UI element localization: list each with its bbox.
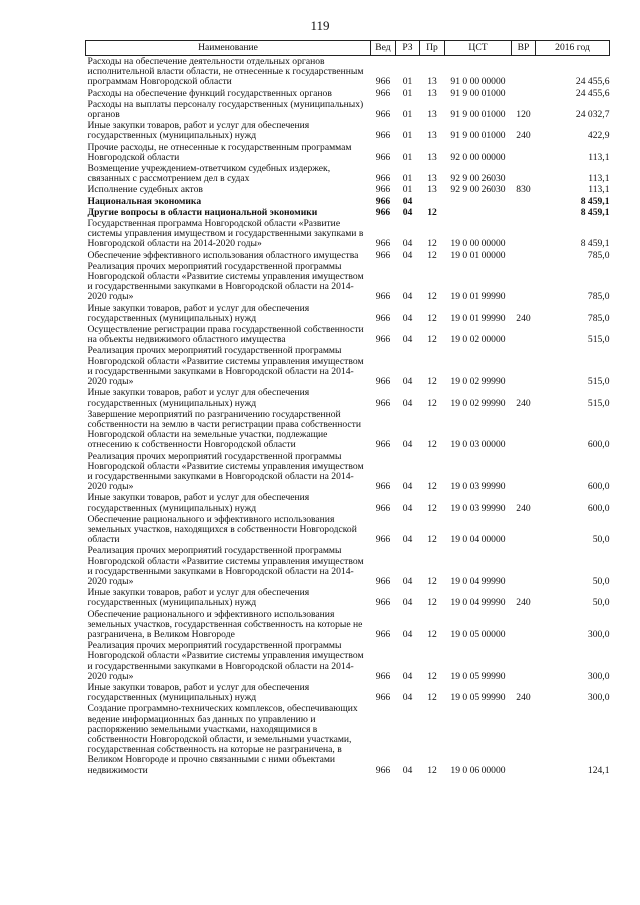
cell-sum: 24 032,7 [575,109,610,121]
cell-name: Государственная программа Новгородской области «Развитие системы управления имуществом и государственными закупками в Новгородской области на 2014-2020 годы» [87,218,364,250]
cell-name: Осуществление регистрации права государственной собственности на объекты недвижимого областного имущества [87,324,364,346]
cell-ved: 966 [375,206,391,218]
cell-sum: 24 455,6 [575,87,610,99]
cell-name: Иные закупки товаров, работ и услуг для обеспечения государственных (муниципальных) нужд [87,302,310,324]
cell-vr [512,545,536,587]
cell-name: Иные закупки товаров, работ и услуг для обеспечения государственных (муниципальных) нужд [87,387,310,409]
cell-pr: 13 [427,184,437,196]
cell-ved: 966 [375,249,391,261]
cell-ved: 966 [375,534,391,546]
table-row [86,250,610,261]
cell-cst: 19 0 04 99990 [450,597,506,609]
cell-sum: 422,9 [587,130,610,142]
table-row [86,56,610,88]
cell-vr: 240 [516,502,531,514]
cell-sum: 600,0 [587,481,610,493]
table-row [86,184,610,195]
cell-sum: 515,0 [587,397,610,409]
cell-rz: 01 [402,151,413,163]
cell-name: Обеспечение эффективного использования областного имущества [87,249,359,261]
cell-vr [512,163,536,184]
cell-name: Создание программно-технических комплексов, обеспечивающих ведение информационных баз данных по управлению и распоряжению земельными участками, находящимися в собственности Новгородской области, и земельными участками, государственная собственность на которые не разграничена, в Великом Новгороде и прочно связанными с ними объектами недвижимости [87,703,358,776]
table-row [86,163,610,184]
cell-name: Реализация прочих мероприятий государственной программы Новгородской области «Развитие системы управления имуществом и государственными закупками в Новгородской области на 2014-2020 годы» [87,450,364,493]
table-row [86,587,610,608]
table-row [86,99,610,120]
cell-cst: 91 9 00 01000 [450,87,506,99]
cell-ved: 966 [375,597,391,609]
cell-sum: 24 455,6 [575,76,610,88]
cell-cst: 19 0 02 00000 [450,334,506,346]
cell-pr: 12 [427,692,437,704]
cell-pr: 13 [427,87,437,99]
cell-cst: 19 0 00 00000 [450,238,506,250]
cell-rz: 01 [402,87,413,99]
cell-ved: 966 [375,184,391,196]
cell-cst: 19 0 05 99990 [450,670,506,682]
cell-pr [420,196,445,207]
cell-name: Обеспечение рационального и эффективного использования земельных участков, государственная собственность на которые не разграничена, в Великом Новгороде [87,608,363,640]
cell-name: Расходы на обеспечение функций государственных органов [87,87,332,99]
table-body [86,56,610,776]
cell-cst: 92 0 00 00000 [450,151,506,163]
cell-rz: 04 [402,376,413,388]
cell-cst: 19 0 05 99990 [450,692,506,704]
cell-vr [512,56,536,88]
cell-sum: 515,0 [587,334,610,346]
cell-sum: 515,0 [587,376,610,388]
cell-rz: 01 [402,130,413,142]
cell-sum: 785,0 [587,249,610,261]
cell-pr: 12 [427,249,437,261]
table-row [86,703,610,775]
cell-pr: 12 [427,334,437,346]
table-row [86,682,610,703]
cell-vr: 830 [516,184,531,196]
cell-cst [445,207,512,218]
cell-rz: 04 [402,334,413,346]
table-row [86,514,610,546]
cell-vr [512,451,536,493]
cell-rz: 04 [402,439,413,451]
table-row [86,196,610,207]
cell-name: Завершение мероприятий по разграничению государственной собственности на землю в части регистрации права собственности Новгородской области на земельные участки, подлежащие отнесению к собственности Новгородской области [87,408,361,451]
cell-rz: 04 [402,670,413,682]
cell-rz: 04 [402,249,413,261]
cell-name: Реализация прочих мероприятий государственной программы Новгородской области «Развитие системы управления имуществом и государственными закупками в Новгородской области на 2014-2020 годы» [87,260,364,303]
cell-name: Обеспечение рационального и эффективного использования земельных участков, находящихся в собственности Новгородской области [87,513,357,546]
cell-vr [512,514,536,546]
cell-sum: 113,1 [588,173,610,185]
cell-rz: 04 [402,692,413,704]
cell-pr: 12 [427,764,437,776]
header-vr: ВР [512,41,536,56]
cell-pr: 12 [427,376,437,388]
table-row [86,303,610,324]
cell-ved: 966 [375,291,391,303]
cell-vr: 240 [516,397,531,409]
cell-sum: 50,0 [592,597,610,609]
cell-pr: 12 [427,291,437,303]
cell-vr: 240 [516,692,531,704]
cell-pr: 12 [427,238,437,250]
cell-ved: 966 [375,195,391,207]
cell-name: Возмещение учреждением-ответчиком судебных издержек, связанных с рассмотрением дел в судах [87,163,331,185]
cell-name: Реализация прочих мероприятий государственной программы Новгородской области «Развитие системы управления имуществом и государственными закупками в Новгородской области на 2014-2020 годы» [87,345,364,388]
table-row [86,120,610,141]
cell-vr [512,409,536,451]
cell-cst: 19 0 03 00000 [450,439,506,451]
cell-sum: 8 459,1 [580,206,610,218]
cell-ved: 966 [375,575,391,587]
cell-rz: 04 [402,534,413,546]
cell-cst: 19 0 04 99990 [450,575,506,587]
cell-vr [512,345,536,387]
cell-sum: 50,0 [592,534,610,546]
cell-sum: 600,0 [587,439,610,451]
cell-cst: 19 0 02 99990 [450,376,506,388]
cell-rz: 01 [402,76,413,88]
cell-vr [512,609,536,641]
cell-cst: 19 0 01 99990 [450,291,506,303]
cell-rz: 04 [402,397,413,409]
cell-ved: 966 [375,692,391,704]
cell-name: Иные закупки товаров, работ и услуг для обеспечения государственных (муниципальных) нужд [87,587,310,609]
table-row [86,345,610,387]
cell-sum: 113,1 [588,151,610,163]
table-row [86,324,610,345]
cell-vr [512,250,536,261]
cell-rz: 04 [402,481,413,493]
cell-ved: 966 [375,238,391,250]
cell-rz: 04 [402,575,413,587]
table-row [86,640,610,682]
header-cst: ЦСТ [445,41,512,56]
cell-rz: 04 [402,628,413,640]
cell-pr: 12 [427,397,437,409]
cell-sum: 600,0 [587,502,610,514]
cell-ved: 966 [375,76,391,88]
cell-ved: 966 [375,481,391,493]
cell-cst: 92 9 00 26030 [450,184,506,196]
cell-pr: 13 [427,130,437,142]
cell-vr [512,218,536,250]
table-row [86,142,610,163]
cell-sum: 785,0 [587,291,610,303]
table-row [86,261,610,303]
cell-ved: 966 [375,376,391,388]
cell-ved: 966 [375,502,391,514]
cell-rz: 01 [402,184,413,196]
cell-rz: 04 [402,597,413,609]
cell-name: Национальная экономика [87,195,202,207]
cell-vr: 240 [516,312,531,324]
cell-name: Расходы на обеспечение деятельности отдельных органов исполнительной власти области, не отнесенные к государственным программам Новгородской области [87,56,364,88]
cell-sum: 113,1 [588,184,610,196]
cell-rz: 04 [402,238,413,250]
cell-cst: 19 0 01 00000 [450,249,506,261]
cell-cst: 92 9 00 26030 [450,173,506,185]
budget-table [85,40,610,776]
cell-pr: 12 [427,206,437,218]
cell-cst: 19 0 04 00000 [450,534,506,546]
cell-ved: 966 [375,151,391,163]
cell-cst: 19 0 02 99990 [450,397,506,409]
cell-vr: 240 [516,130,531,142]
cell-name: Иные закупки товаров, работ и услуг для обеспечения государственных (муниципальных) нужд [87,120,310,142]
table-row [86,409,610,451]
cell-ved: 966 [375,397,391,409]
header-pr: Пр [420,41,445,56]
cell-sum: 785,0 [587,312,610,324]
cell-ved: 966 [375,334,391,346]
cell-pr: 12 [427,534,437,546]
cell-sum: 300,0 [587,670,610,682]
cell-sum: 8 459,1 [580,195,610,207]
cell-pr: 13 [427,151,437,163]
cell-cst: 19 0 06 00000 [450,764,506,776]
cell-ved: 966 [375,173,391,185]
cell-pr: 12 [427,575,437,587]
cell-rz: 04 [402,206,413,218]
cell-cst: 91 9 00 01000 [450,130,506,142]
cell-name: Исполнение судебных актов [87,184,203,196]
cell-pr: 13 [427,76,437,88]
table-header-row [86,41,610,56]
cell-rz: 04 [402,312,413,324]
cell-sum: 300,0 [587,628,610,640]
cell-vr [512,324,536,345]
table-row [86,218,610,250]
cell-pr: 12 [427,481,437,493]
cell-rz: 04 [402,764,413,776]
cell-pr: 12 [427,670,437,682]
cell-pr: 12 [427,312,437,324]
cell-vr [512,261,536,303]
cell-ved: 966 [375,439,391,451]
cell-ved: 966 [375,312,391,324]
cell-name: Реализация прочих мероприятий государственной программы Новгородской области «Развитие системы управления имуществом и государственными закупками в Новгородской области на 2014-2020 годы» [87,545,364,587]
table-row [86,451,610,493]
header-name: Наименование [86,41,371,56]
table-row [86,545,610,587]
cell-rz: 01 [402,173,413,185]
cell-sum: 124,1 [587,764,610,776]
cell-pr: 13 [427,109,437,121]
cell-vr [512,142,536,163]
cell-sum: 8 459,1 [580,238,610,250]
cell-name: Прочие расходы, не отнесенные к государственным программам Новгородской области [87,141,352,163]
cell-ved: 966 [375,670,391,682]
cell-ved: 966 [375,130,391,142]
cell-cst: 19 0 01 99990 [450,312,506,324]
cell-rz: 04 [402,195,413,207]
table-row [86,88,610,99]
cell-name: Иные закупки товаров, работ и услуг для обеспечения государственных (муниципальных) нужд [87,681,310,704]
table-row [86,492,610,513]
cell-vr [512,88,536,99]
table-row [86,609,610,641]
cell-pr: 12 [427,439,437,451]
cell-name: Иные закупки товаров, работ и услуг для обеспечения государственных (муниципальных) нужд [87,492,310,514]
cell-cst: 19 0 05 00000 [450,628,506,640]
cell-vr [512,640,536,682]
header-ved: Вед [371,41,396,56]
cell-vr: 120 [516,109,531,121]
cell-ved: 966 [375,87,391,99]
cell-pr: 12 [427,597,437,609]
cell-name: Расходы на выплаты персоналу государственных (муниципальных) органов [87,98,364,121]
cell-cst: 91 9 00 01000 [450,109,506,121]
cell-cst: 91 0 00 00000 [450,76,506,88]
cell-pr: 12 [427,628,437,640]
cell-sum: 50,0 [592,575,610,587]
table-row [86,207,610,218]
cell-pr: 12 [427,502,437,514]
cell-sum: 300,0 [587,692,610,704]
cell-rz: 04 [402,502,413,514]
header-year: 2016 год [536,41,610,56]
cell-pr: 13 [427,173,437,185]
cell-name: Реализация прочих мероприятий государственной программы Новгородской области «Развитие системы управления имуществом и государственными закупками в Новгородской области на 2014-2020 годы» [87,640,364,682]
cell-rz: 01 [402,109,413,121]
cell-vr [512,703,536,775]
table-row [86,387,610,408]
cell-cst: 19 0 03 99990 [450,502,506,514]
page-number: 119 [310,18,330,33]
cell-vr [512,196,536,207]
cell-vr [512,207,536,218]
cell-cst: 19 0 03 99990 [450,481,506,493]
cell-ved: 966 [375,764,391,776]
cell-ved: 966 [375,628,391,640]
cell-name: Другие вопросы в области национальной экономики [87,206,318,218]
cell-cst [445,196,512,207]
cell-vr: 240 [516,597,531,609]
cell-ved: 966 [375,109,391,121]
cell-rz: 04 [402,291,413,303]
header-rz: РЗ [396,41,420,56]
